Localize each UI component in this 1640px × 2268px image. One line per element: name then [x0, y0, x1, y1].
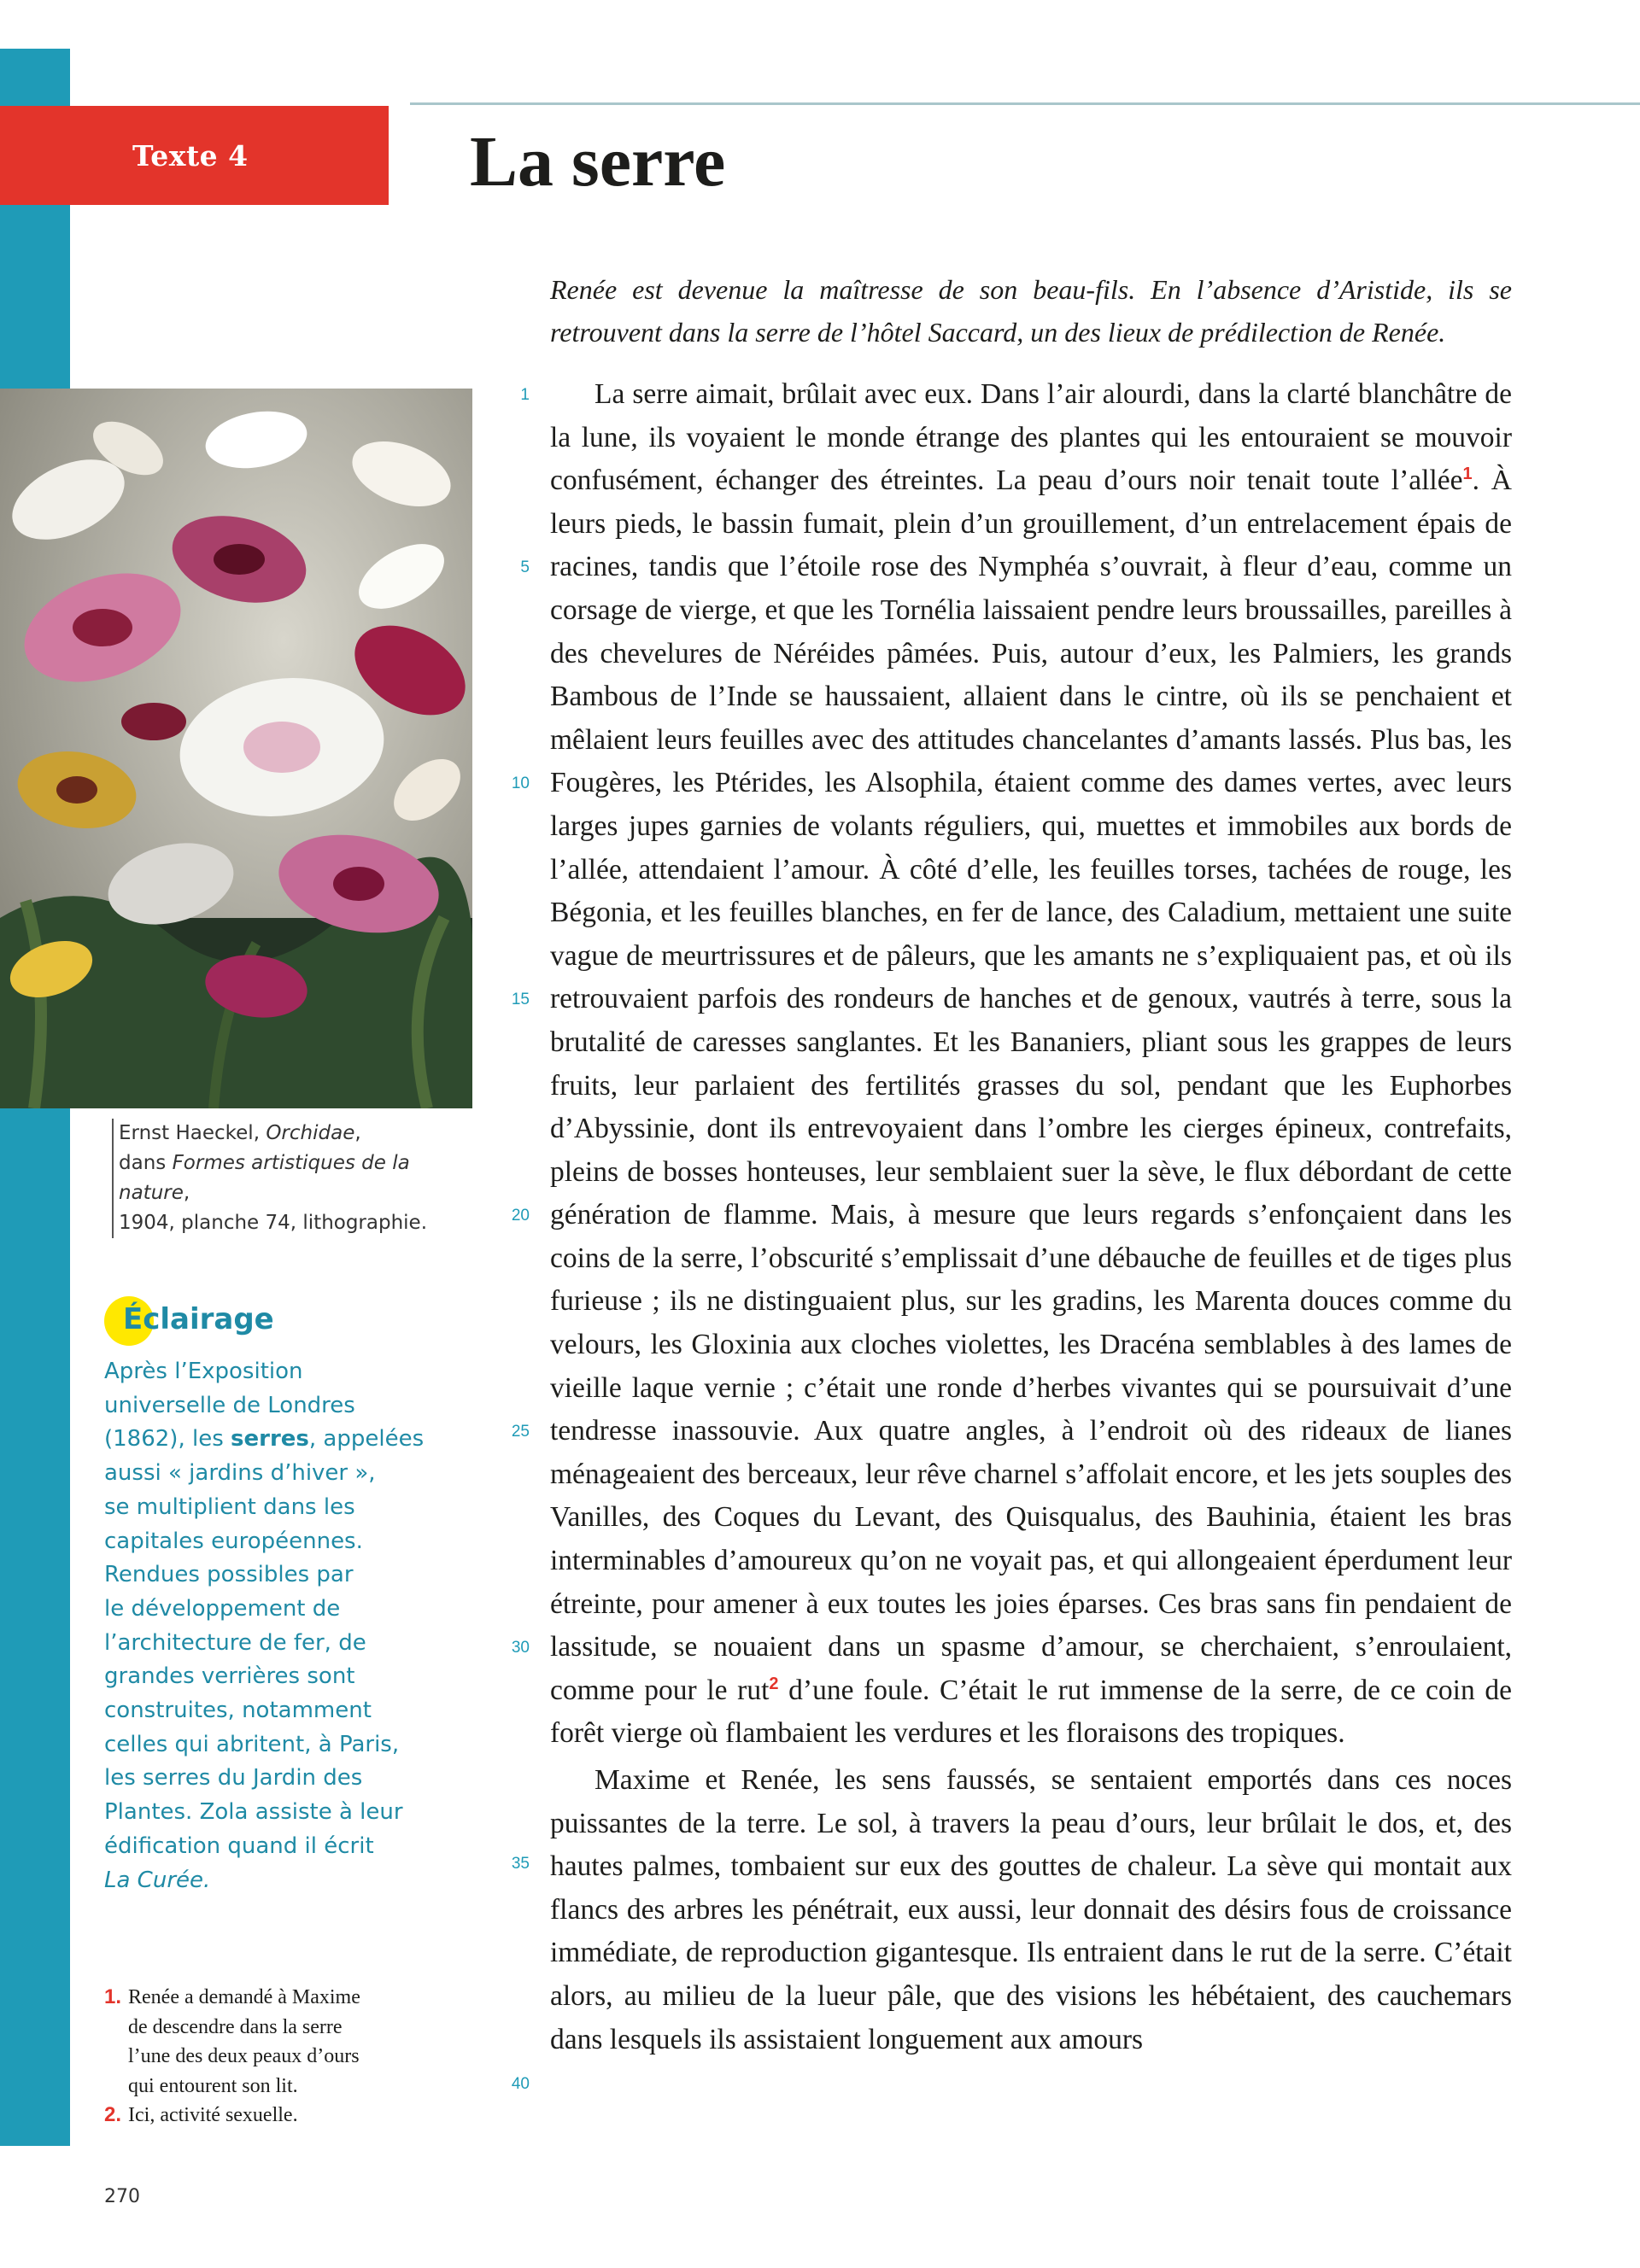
eclairage-line: les serres du Jardin des [104, 1765, 363, 1792]
caption-prefix: dans [119, 1152, 173, 1174]
main-text [550, 373, 1512, 2061]
eclairage-keyword: serres [231, 1426, 309, 1453]
eclairage-line: Après l’Exposition [104, 1359, 303, 1384]
paragraph-1-part-a: La serre aimait, brûlait avec eux. Dans l’air alourdi, dans la clarté blanchâtre de la lune, ils voyaient le monde étrange des plantes qui les entouraient se mouvoir confusément, échanger des étreintes. La peau d’ours noir tenait toute l’allée [550, 378, 1512, 497]
line-number: 1 [520, 386, 530, 404]
orchid-illustration [0, 389, 472, 1108]
eclairage-line: capitales européennes. [104, 1528, 363, 1554]
caption-author: Ernst Haeckel, [119, 1122, 266, 1144]
footnote-1 [104, 1983, 446, 2101]
footnote-2 [104, 2101, 446, 2131]
footnote-line: Ici, activité sexuelle. [128, 2104, 298, 2126]
texte-label-tab [0, 106, 389, 205]
eclairage-line: celles qui abritent, à Paris, [104, 1731, 400, 1757]
caption-line: 1904, planche 74, lithographie. [119, 1212, 428, 1234]
eclairage-line: le développement de [104, 1595, 341, 1622]
page-number: 270 [104, 2186, 140, 2207]
line-number: 5 [520, 558, 530, 576]
line-number: 30 [511, 1639, 530, 1657]
caption-work-title: Orchidae [266, 1122, 355, 1144]
eclairage-text-part: , appelées [308, 1426, 425, 1453]
footnote-ref-1: 1 [1462, 465, 1473, 484]
intro-text: Renée est devenue la maîtresse de son beau-fils. En l’absence d’Aristide, ils se retrouvent dans la serre de l’hôtel Saccard, un des lieux de prédilection de Renée. [550, 274, 1512, 348]
eclairage-line: Rendues possibles par [104, 1562, 354, 1588]
line-number: 40 [511, 2075, 530, 2093]
paragraph-2: Maxime et Renée, les sens faussés, se sentaient emportés dans ces noces puissantes de la terre. Le sol, à travers la peau d’ours, leur brûlait le dos, et, des hautes palmes, tombaient sur eux des gouttes de chaleur. La sève qui montait aux flancs des arbres les pénétrait, eux aussi, leur donnait des désirs fous de croissance immédiate, de reproduction gigantesque. Ils entraient dans le rut de la serre. C’était alors, au milieu de la lueur pâle, que des visions les hébétaient, des cauchemars dans lesquels ils assistaient longuement aux amours [550, 1764, 1512, 2055]
caption-book-title: Formes artistiques de la nature [119, 1152, 410, 1204]
footnote-line: Renée a demandé à Maxime [128, 1986, 360, 2008]
eclairage-line [104, 1864, 420, 1898]
footnote-number: 2. [104, 2103, 122, 2126]
image-caption [112, 1119, 486, 1238]
line-number: 10 [511, 775, 530, 792]
eclairage-text-part: (1862), les [104, 1426, 231, 1453]
eclairage-line: Plantes. Zola assiste à leur [104, 1799, 403, 1826]
eclairage-line: aussi « jardins d’hiver », [104, 1460, 376, 1487]
header-rule [410, 102, 1640, 105]
eclairage-line [104, 1423, 425, 1457]
eclairage-text [104, 1355, 425, 1897]
eclairage-box [104, 1294, 425, 1897]
texte-label: Texte 4 [132, 138, 249, 172]
paragraph-1-part-b: . À leurs pieds, le bassin fumait, plein d’un grouillement, d’un entrelacement épais de racines, tandis que l’étoile rose des Nymphéa s’ouvrait, à fleur d’eau, comme un corsage de vierge, et que les Tornélia laissaient pendre leurs broussailles, pareilles à des chevelures de Néréides pâmées. Puis, autour d’eux, les Palmiers, les grands Bambous de l’Inde se haussaient, allaient dans le cintre, où ils se penchaient et mêlaient leurs feuilles avec des attitudes chancelantes d’amants lassés. Plus bas, les Fougères, les Ptérides, les Alsophila, étaient comme des dames vertes, avec leurs larges jupes garnies de volants réguliers, qui, muettes et immobiles aux bords de l’allée, attendaient l’amour. À côté d’elle, les feuilles torses, tachées de rouge, les Bégonia, et les feuilles blanches, en fer de lance, des Caladium, mettaient une suite vague de meurtrissures et de pâleurs, que les amants ne s’expliquaient pas, et où ils retrouvaient parfois des rondeurs de hanches et de genoux, vautrés à terre, sous la brutalité de caresses sanglantes. Et les Bananiers, pliant sous les grappes de leurs fruits, leur parlaient des fertilités grasses du sol, pendant que les Euphorbes d’Abyssinie, dont ils entrevoyaient dans l’ombre les cierges épineux, contrefaits, pleins de bosses honteuses, leur semblaient suer la sève, le flux débordant de cette génération de flamme. Mais, à mesure que leurs regards s’enfonçaient dans les coins de la serre, l’obscurité s’emplissait d’une débauche de feuilles et de tiges plus furieuse ; ils ne distinguaient plus, sur les gradins, les Marenta douces comme du velours, les Gloxinia aux cloches violettes, les Dracéna semblables à des lames de vieille laque vernie ; c’était une ronde d’herbes vivantes qui se poursuivait d’une tendresse inassouvie. Aux quatre angles, à l’endroit où des rideaux de lianes ménageaient des berceaux, leur rêve charnel s’affolait encore, et les jets souples des Vanilles, des Coques du Levant, des Quisqualus, des Bauhinia, étaient les bras interminables d’amoureux qu’on ne voyait pas, et qui allongeaient éperdument leur étreinte, pour amener à eux toutes les joies éparses. Ces bras sans fin pendaient de lassitude, se nouaient dans un spasme d’amour, se cherchaient, s’enroulaient, comme pour le rut [550, 465, 1512, 1706]
footnote-line: qui entourent son lit. [128, 2074, 298, 2097]
paragraph-1-part-c: d’une foule. C’était le rut immense de la serre, de ce coin de forêt vierge où flambaient les verdures et les floraisons des tropiques. [550, 1674, 1512, 1750]
line-number: 25 [511, 1423, 530, 1441]
footnote-line: l’une des deux peaux d’ours [128, 2045, 360, 2067]
eclairage-line: grandes verrières sont [104, 1663, 355, 1690]
eclairage-title: Éclairage [123, 1302, 274, 1336]
footnote-line: de descendre dans la serre [128, 2015, 343, 2038]
eclairage-line: universelle de Londres [104, 1392, 355, 1418]
footnote-ref-2: 2 [769, 1674, 779, 1693]
footnote-number: 1. [104, 1985, 122, 2008]
footnotes [104, 1983, 446, 2131]
page-title: La serre [470, 122, 726, 202]
line-number: 20 [511, 1207, 530, 1225]
eclairage-line: édification quand il écrit [104, 1833, 374, 1859]
eclairage-header [104, 1294, 420, 1350]
eclairage-line: se multiplient dans les [104, 1493, 355, 1520]
eclairage-line: l’architecture de fer, de [104, 1629, 366, 1656]
paragraph-1 [550, 373, 1512, 1756]
caption-comma: , [183, 1182, 190, 1204]
caption-comma: , [354, 1122, 361, 1144]
line-number: 35 [511, 1855, 530, 1873]
eclairage-line: construites, notamment [104, 1698, 372, 1724]
caption-line [119, 1119, 486, 1149]
caption-line [119, 1149, 486, 1208]
line-number: 15 [511, 991, 530, 1008]
eclairage-book-title: La Curée. [104, 1867, 211, 1893]
orchid-illustration-graphic [0, 389, 472, 1108]
